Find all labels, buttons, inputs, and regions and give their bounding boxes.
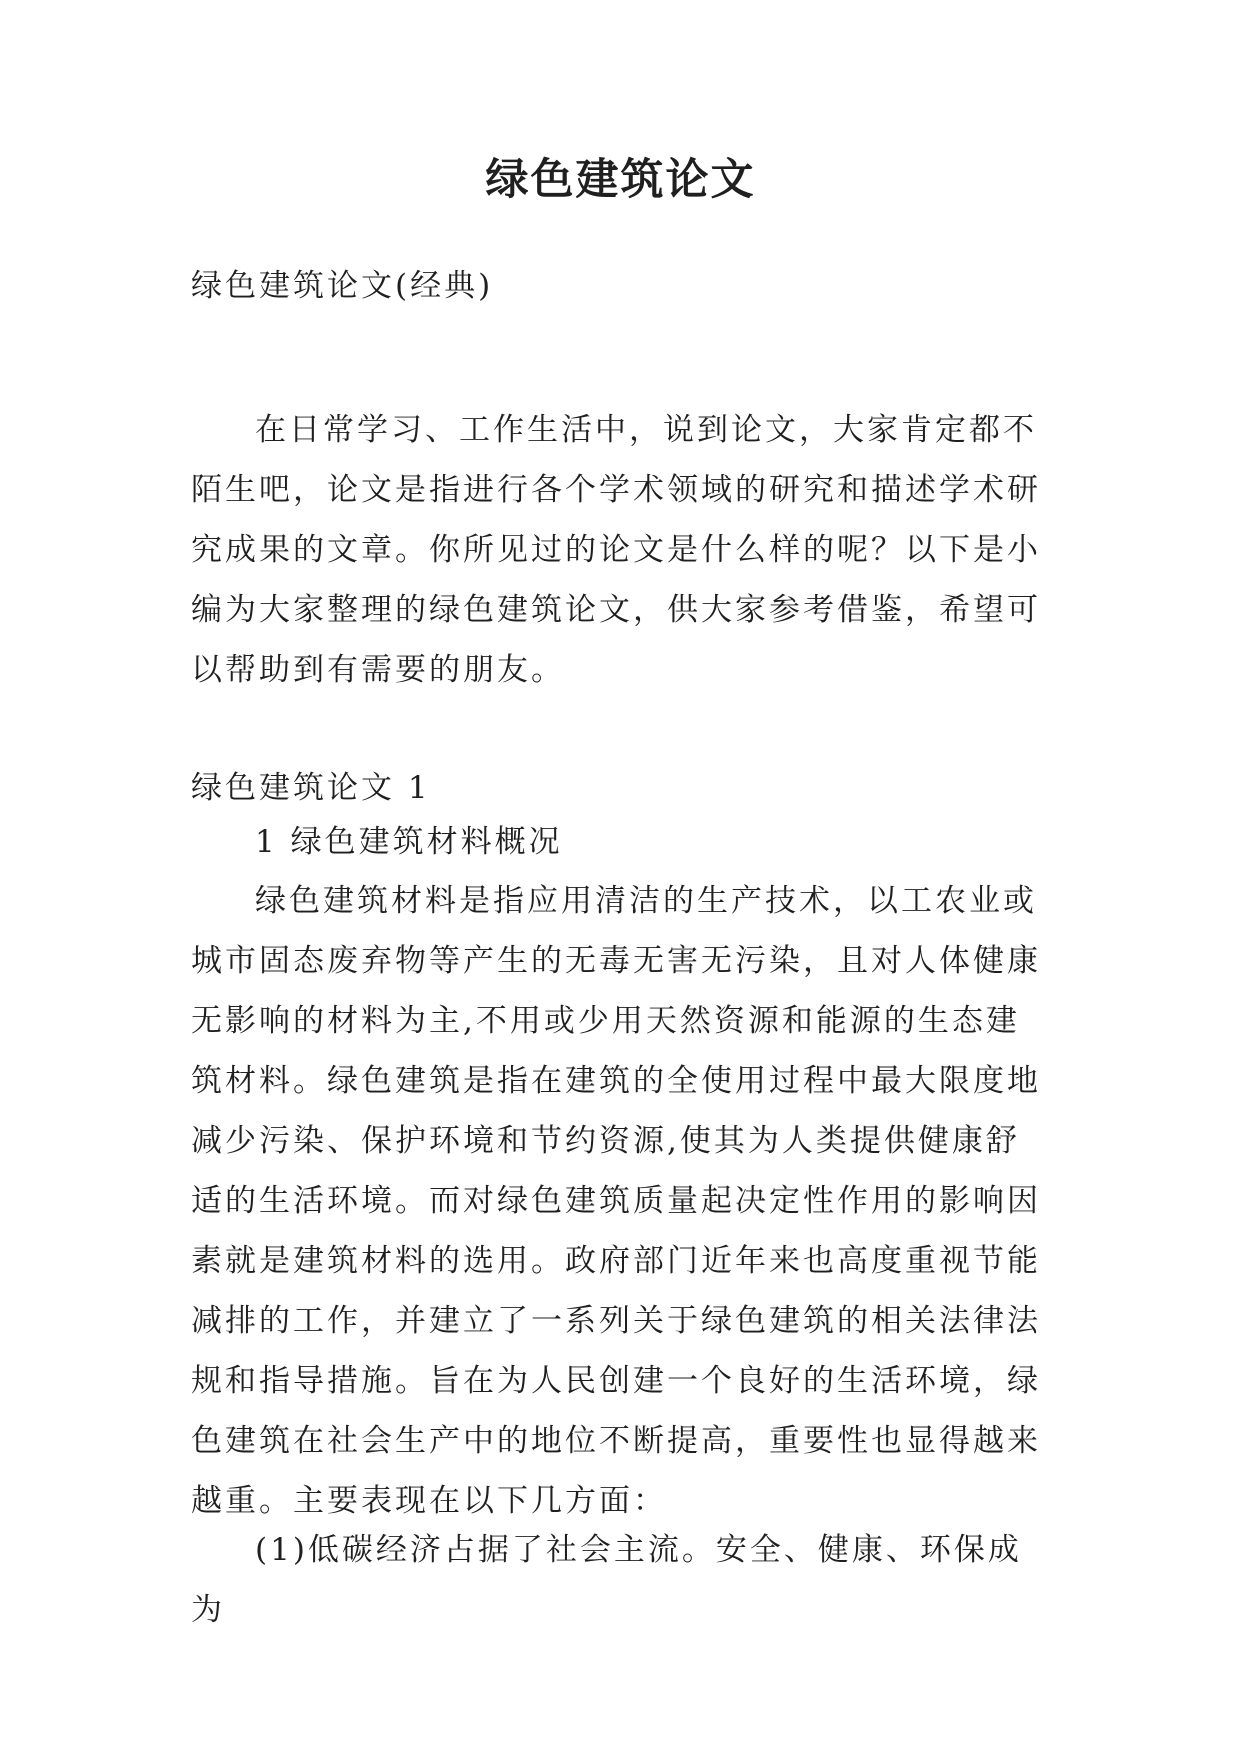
section-subheading: 1 绿色建筑材料概况 [255, 824, 563, 860]
document-title: 绿色建筑论文 [485, 155, 756, 205]
list-item: (1)低碳经济占据了社会主流。安全、健康、环保成为 [191, 1532, 1022, 1628]
body-paragraph: 绿色建筑材料是指应用清洁的生产技术，以工农业或城市固态废弃物等产生的无毒无害无污染，且对人体健康无影响的材料为主,不用或少用天然资源和能源的生态建筑材料。绿色建筑是指在建筑的全使用过程中最大限度地减少污染、保护环境和节约资源,使其为人类提供健康舒适的生活环境。而对绿色建筑质量起决定性作用的影响因素就是建筑材料的选用。政府部门近年来也高度重视节能减排的工作，并建立了一系列关于绿色建筑的相关法律法规和指导措施。旨在为人民创建一个良好的生活环境，绿色建筑在社会生产中的地位不断提高，重要性也显得越来越重。主要表现在以下几方面： [191, 883, 1041, 1519]
intro-paragraph: 在日常学习、工作生活中，说到论文，大家肯定都不陌生吧，论文是指进行各个学术领域的研究和描述学术研究成果的文章。你所见过的论文是什么样的呢？以下是小编为大家整理的绿色建筑论文，供大家参考借鉴，希望可以帮助到有需要的朋友。 [191, 412, 1041, 688]
document-subtitle: 绿色建筑论文(经典) [191, 268, 494, 304]
section-heading: 绿色建筑论文 1 [191, 770, 431, 806]
